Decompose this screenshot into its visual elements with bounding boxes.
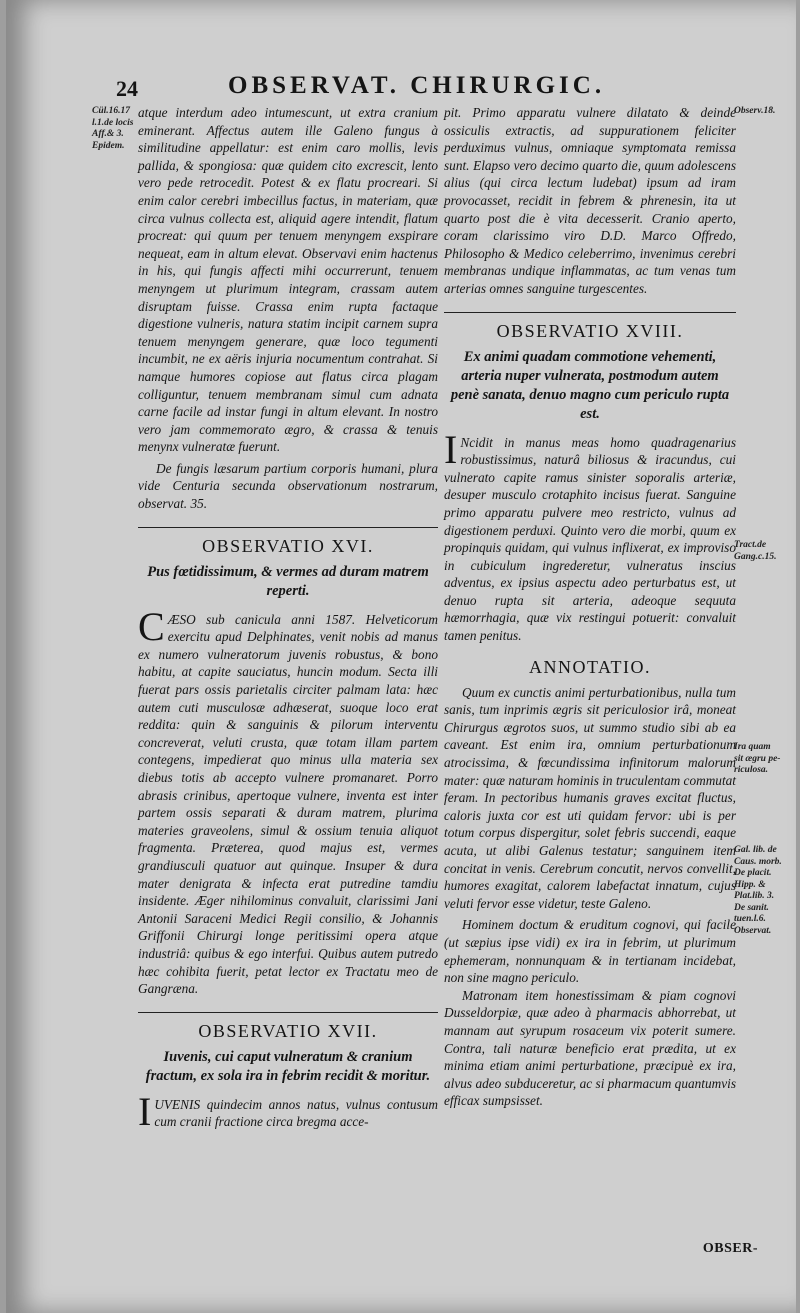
observation-17-title: OBSERVATIO XVII. [198,1020,378,1041]
section-divider [138,527,438,528]
continuation-text: atque interdum adeo intumescunt, ut extra cranium eminerant. Affectus autem ille Galeno fungus à similitudine appellatur: est enim caro mollis, levis pallida, & spongiosa: quæ quidem cito excrescit, lento vero pede retrocedit. Potest & ex flatu procreari. Si enim calor cerebri imbecillus factus, in materiam, quæ circa vulnus collecta est, aliquid agere intendit, flatum procreat: qui quum per tenuem menyngem exspirare nequeat, eam in altum elevat. Observavi enim hactenus in his, qui fungis affecti mihi occurrerunt, tenuem menyngem ut plurimum integram, crassam autem disruptam fuisse. Crassa enim rupta factaque digestione vulneris, natura statim incipit carnem supra tenuem menyngem generare, quæ loco tegumenti incumbit, ne ex aëris injuria nocumentum contrahat. Si namque humores copiose aut flatus circa plagam colliguntur, tenuem membranam simul cum adnata carne facile ad instar fungi in altum elevant. In nostro vero jam commemorato ægro, & crassa & tenuis menynx vulneratæ fuerunt. [138,105,438,455]
annotatio-paragraph: Matronam item honestissimam & piam cognovi Dusseldorpiæ, quæ adeo à pharmacis abhorrebat, ut mannam aut syrupum rosaceum vix poterit sumere. Contra, tali naturæ beneficio erat prædita, ut ex minima etiam animi perturbatione, præcipuè ex ira, alvus adeo subduceretur, ac si pharmacum quantumvis efficax sumpsisset. [444,987,736,1109]
section-divider [444,312,736,313]
section-divider [138,1012,438,1013]
observation-16-title: OBSERVATIO XVI. [202,535,374,556]
left-column [138,104,438,1134]
book-page [6,0,796,1313]
drop-cap: I [444,426,458,472]
right-margin-note-ira: Ira quam sit ægru pe- riculosa. [734,742,781,775]
running-title: OBSERVAT. CHIRURGIC. [228,72,606,99]
annotatio-paragraph: Quum ex cunctis animi perturbationibus, nulla tum sanis, tum inprimis ægris sit periculosior irâ, moneat Chirurgus ægrotos suos, ut summo studio sibi ab ea caveant. Est enim ira, omnium perturbationum atrocissima, & fœcundissima infinitorum malorum mater: quæ naturam hominis in truculentam commutat feram. In pectoribus humanis graves excitat fluctus, caloris juxta cor est uti quidam fervor: ubi is per totum corpus dispergitur, solet febris succendi, eaque acuta, ut alibi Galenus testatur; sanguinem item concitat in venis. Cerebrum concutit, nervos convellit, humores exagitat, calorem labefactat innatum, cujus veluti fervor esse videtur, teste Galeno. [444,684,736,911]
page-number: 24 [116,76,138,101]
observation-18-body: I Ncidit in manus meas homo quadragenarius robustissimus, naturâ biliosus & iracundus, cui vulnerato capite ramus sinister soporalis arteriæ, desuper musculo crotaphito incisus fuerat. Sanguine primo apparatu pulvere meo restricto, vulnus ad digestionem perduxi. Quinto vero die morbi, quum ex propinquis quidam, qui vulnus inflixerat, ex improviso in cubiculum ingrederetur, vulneratus inscius adventus, ex ipsius aspectu adeo perturbatus est, ut denuo rupta sit arteria, adeoque sequuta hæmorrhagia, quæ vix restingui potuerit: convaluit tamen penitus. [444,426,736,644]
drop-cap: C [138,603,165,649]
observation-17-body: IUVENIS quindecim annos natus, vulnus contusum cum cranii fractione circa bregma acce- [138,1088,438,1134]
catchword: OBSER- [702,1241,758,1256]
cross-reference-note: De fungis læsarum partium corporis humani, plura vide Centuria secunda observationum nostrarum, observat. 35. [138,460,438,512]
running-header [116,72,756,106]
right-margin-note-gangrena: Tract.de Gang.c.15. [734,540,777,562]
observation-16-body: CÆSO sub canicula anni 1587. Helveticorum exercitu apud Delphinates, venit nobis ad manus ex numero vulneratorum juvenis robustus, & bono habitu, at capite sauciatus, huncin modum. Secta illi fuerat pars ossis parietalis circiter palmam lata: hæc autem cuti musculosæ adhæserat, suoque loco erat reddita: quin & sanguinis & pilorum interventu concreverat, veluti crusta, quæ totam illam partem contegens, impedierat quo minus ulla materia sex diebus totis ab accepto vulnere promanaret. Porro abrasis crinibus, apertoque vulnere, inventa est inter partem ossis separati & duram matrem, plurima materies graveolens, simul & ossium tenuia aliquot fragmenta. Præterea, quod majus est, vermes grandiusculi quatuor aut quinque. Insuper & dura mater denigrata & infecta erat putredine tamdiu insidente. Æger nihilominus convaluit, clarissimi Jani Antonii Saraceni Medici Regii consilio, & Johannis Griffonii Chirurgi longe peritissimi opera atque industriâ: quibus & ego interfui. Quibus autem putredo hæc cohibita fuerit, petat lector ex Tractatu meo de Gangræna. [138,603,438,997]
right-margin-note-galen: Gal. lib. de Caus. morb. De placit. Hipp. & Plat.lib. 3. De sanit. tuen.l.6. Observat. [734,845,782,936]
right-column [444,104,736,1110]
annotatio-title: ANNOTATIO. [528,656,652,677]
drop-cap: I [138,1088,152,1134]
annotatio-paragraph: Hominem doctum & eruditum cognovi, qui facile (ut sæpius ipse vidi) ex ira in febrim, ut plurimum ephemeram, nonnunquam & in tertianam incidebat, non sine magno periculo. [444,917,736,986]
observation-17-subtitle: Iuvenis, cui caput vulneratum & cranium fractum, ex sola ira in febrim recidit & moritur. [145,1048,431,1084]
left-margin-note: Cül.16.17 l.1.de locis Aff.& 3. Epidem. [92,106,134,151]
observation-16-subtitle: Pus fœtidissimum, & vermes ad duram matrem reperti. [147,563,429,599]
right-margin-note-observ: Observ.18. [734,106,776,116]
observation-18-subtitle: Ex animi quadam commotione vehementi, arteria nuper vulnerata, postmodum autem penè sanata, denuo magno cum periculo rupta est. [450,348,730,422]
continuation-text: pit. Primo apparatu vulnere dilatato & deinde ossiculis extractis, ad suppurationem feliciter perduximus vulnus, omniaque symptomata remissa sunt. Elapso vero decimo quarto die, quum adolescens alius (qui circa lectum ludebat) ipsum ad iram provocasset, recidit in febrem & phrenesin, ita ut quarto post die è vita decesserit. Cranio aperto, coram clarissimo viro D.D. Marco Offredo, Philosopho & Medico celeberrimo, invenimus cerebri membranas undique inflammatas, ac tum venas tum arterias omnes sanguine turgescentes. [444,105,736,296]
observation-18-title: OBSERVATIO XVIII. [496,320,684,341]
